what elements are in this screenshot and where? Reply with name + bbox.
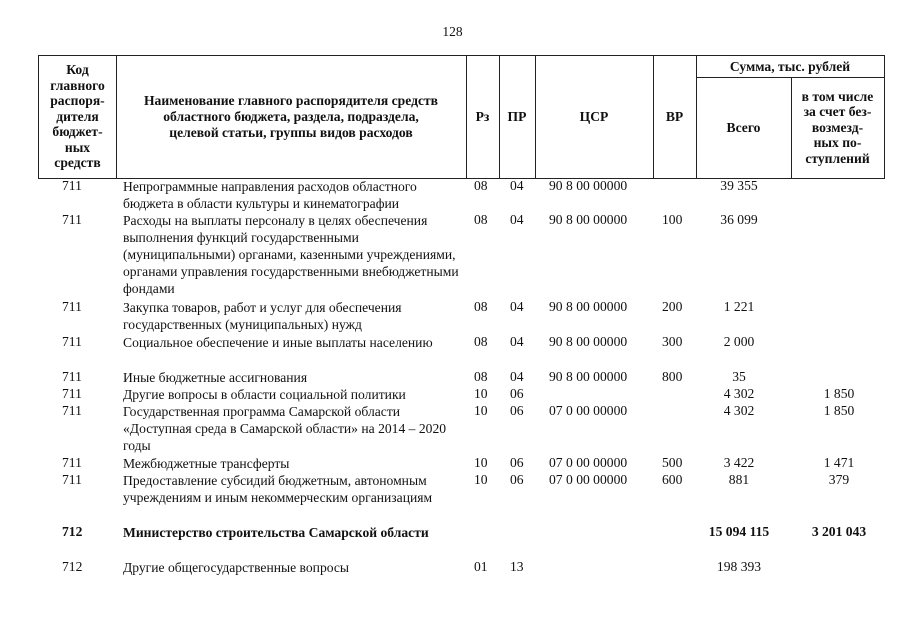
- header-text-line: в том числе: [801, 88, 874, 104]
- row-pr: 06: [510, 455, 524, 470]
- row-name: Министерство строительства Самарской области: [123, 525, 429, 540]
- table-header: [38, 55, 885, 179]
- header-text-line: средств: [54, 155, 101, 171]
- row-pr: 06: [510, 386, 524, 401]
- row-free: 1 850: [823, 386, 855, 401]
- row-code: 711: [62, 299, 82, 314]
- row-total: 4 302: [723, 386, 755, 401]
- row-code: 711: [62, 334, 82, 349]
- row-vr: 600: [662, 472, 683, 487]
- header-text-line: ных по-: [813, 135, 862, 151]
- row-name: Закупка товаров, работ и услуг для обеспечения государственных (муниципальных) нужд: [123, 300, 402, 332]
- row-name: Межбюджетные трансферты: [123, 456, 290, 471]
- row-code: 711: [62, 386, 82, 401]
- row-vr: 200: [662, 299, 683, 314]
- header-text-line: главного: [50, 77, 105, 93]
- row-csr: 90 8 00 00000: [549, 212, 628, 227]
- row-pr: 13: [510, 559, 524, 574]
- row-vr: 800: [662, 369, 683, 384]
- row-code: 711: [62, 212, 82, 227]
- row-name: Предоставление субсидий бюджетным, автономным учреждениям и иным некоммерческим организациям: [123, 473, 433, 505]
- row-csr: 07 0 00 00000: [549, 455, 628, 470]
- row-pr: 04: [510, 212, 524, 227]
- row-total: 881: [728, 472, 750, 487]
- header-text-line: распоря-: [50, 93, 105, 109]
- row-free: 1 850: [823, 403, 855, 418]
- row-rz: 08: [474, 178, 488, 193]
- header-text-line: ступлений: [805, 150, 870, 166]
- row-total: 3 422: [723, 455, 755, 470]
- row-csr: 90 8 00 00000: [549, 334, 628, 349]
- row-pr: 04: [510, 299, 524, 314]
- header-code: [39, 56, 116, 177]
- row-rz: 01: [474, 559, 488, 574]
- header-sum: Сумма, тыс. рублей: [729, 58, 851, 74]
- row-csr: 90 8 00 00000: [549, 178, 628, 193]
- header-text-line: дителя: [56, 108, 99, 124]
- row-total: 39 355: [720, 178, 758, 193]
- header-free: [791, 78, 884, 177]
- row-pr: 04: [510, 178, 524, 193]
- row-free: 1 471: [823, 455, 855, 470]
- header-pr: ПР: [507, 108, 527, 124]
- row-pr: 04: [510, 369, 524, 384]
- header-text-line: областного бюджета, раздела, подраздела,: [163, 108, 419, 124]
- row-rz: 10: [474, 472, 488, 487]
- row-name: Государственная программа Самарской области «Доступная среда в Самарской области» на 2014 – 2020 годы: [123, 404, 447, 453]
- row-total: 198 393: [716, 559, 762, 574]
- row-rz: 08: [474, 334, 488, 349]
- row-rz: 08: [474, 212, 488, 227]
- row-name: Социальное обеспечение и иные выплаты населению: [123, 335, 433, 350]
- header-name: [116, 56, 466, 177]
- page-number: 128: [442, 24, 463, 39]
- header-total: Всего: [726, 119, 761, 135]
- row-csr: 90 8 00 00000: [549, 299, 628, 314]
- header-text-line: Код: [66, 62, 89, 78]
- row-rz: 08: [474, 369, 488, 384]
- header-text-line: целевой статьи, группы видов расходов: [169, 124, 413, 140]
- row-free: 3 201 043: [811, 524, 867, 539]
- row-pr: 04: [510, 334, 524, 349]
- row-pr: 06: [510, 472, 524, 487]
- row-total: 1 221: [723, 299, 755, 314]
- header-vr: ВР: [665, 108, 684, 124]
- row-total: 2 000: [723, 334, 755, 349]
- row-vr: 300: [662, 334, 683, 349]
- row-total: 36 099: [720, 212, 758, 227]
- row-rz: 10: [474, 386, 488, 401]
- header-text-line: за счет без-: [803, 104, 872, 120]
- row-csr: 07 0 00 00000: [549, 472, 628, 487]
- row-name: Другие вопросы в области социальной политики: [123, 387, 406, 402]
- row-rz: 10: [474, 403, 488, 418]
- header-text-line: Наименование главного распорядителя средств: [143, 92, 439, 108]
- row-code: 711: [62, 369, 82, 384]
- row-total: 15 094 115: [708, 524, 770, 539]
- row-code: 712: [62, 559, 83, 574]
- row-csr: 07 0 00 00000: [549, 403, 628, 418]
- row-code: 712: [62, 524, 83, 539]
- row-name: Иные бюджетные ассигнования: [123, 370, 308, 385]
- row-code: 711: [62, 403, 82, 418]
- row-vr: 500: [662, 455, 683, 470]
- header-text-line: бюджет-: [52, 124, 103, 140]
- row-pr: 06: [510, 403, 524, 418]
- header-csr: ЦСР: [579, 108, 609, 124]
- header-text-line: ных: [64, 139, 91, 155]
- header-text-line: возмезд-: [811, 119, 864, 135]
- row-name: Непрограммные направления расходов областного бюджета в области культуры и кинематографии: [123, 179, 417, 211]
- row-name: Расходы на выплаты персоналу в целях обеспечения выполнения функций государственными (муниципальными) органами, казенными учреждениями, органами управления государственными внебюджетными фондами: [123, 213, 459, 296]
- row-vr: 100: [662, 212, 683, 227]
- row-code: 711: [62, 178, 82, 193]
- row-rz: 10: [474, 455, 488, 470]
- header-rz: Рз: [475, 108, 490, 124]
- row-total: 35: [732, 369, 746, 384]
- row-rz: 08: [474, 299, 488, 314]
- row-total: 4 302: [723, 403, 755, 418]
- row-code: 711: [62, 472, 82, 487]
- row-csr: 90 8 00 00000: [549, 369, 628, 384]
- row-code: 711: [62, 455, 82, 470]
- row-free: 379: [828, 472, 850, 487]
- row-name: Другие общегосударственные вопросы: [123, 560, 350, 575]
